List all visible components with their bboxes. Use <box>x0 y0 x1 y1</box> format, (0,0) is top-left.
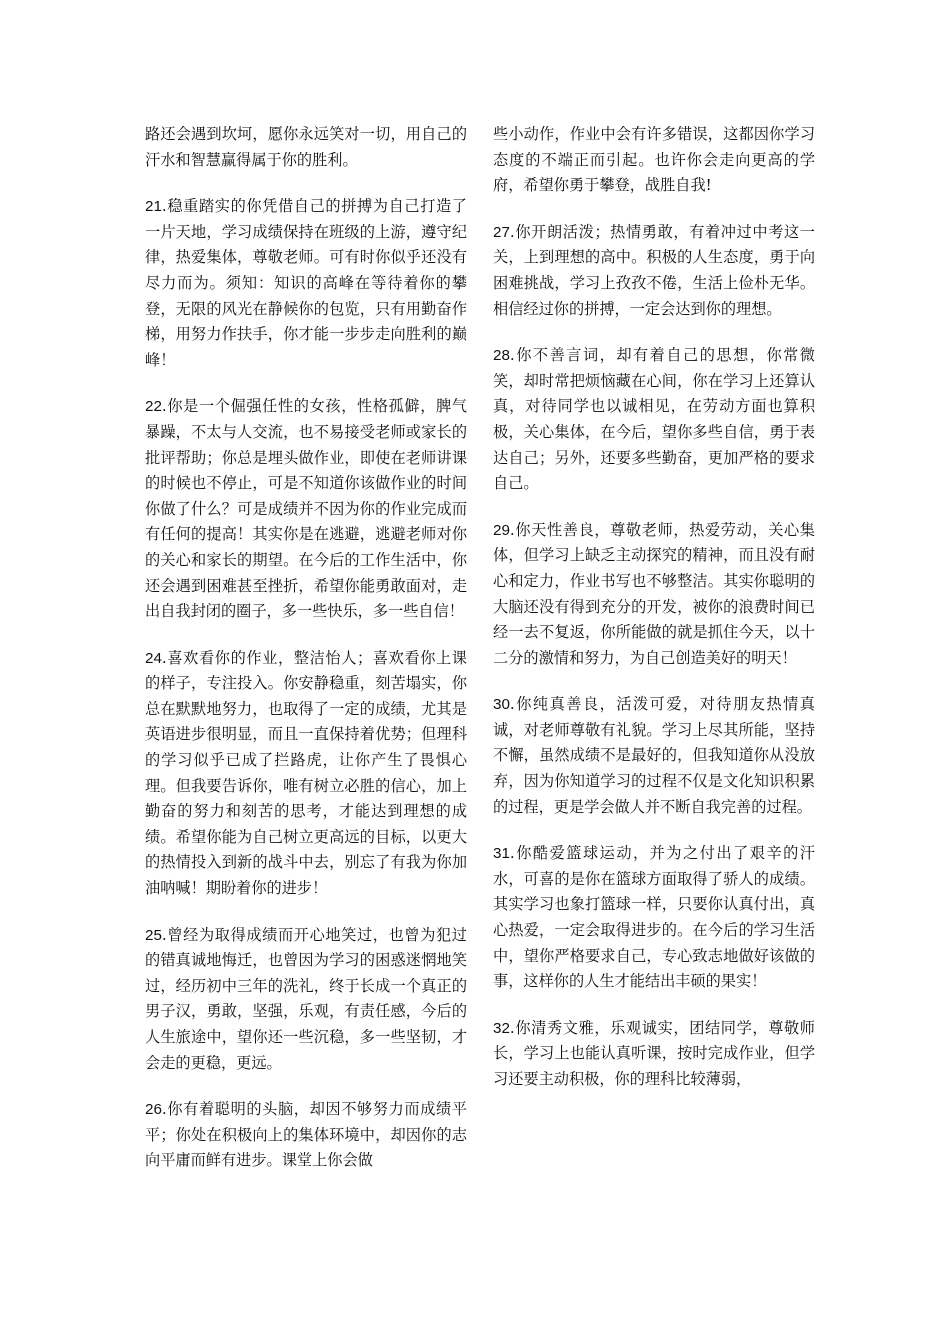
paragraph-text: .你有着聪明的头脑，却因不够努力而成绩平平；你处在积极向上的集体环境中，却因你的志向平庸而鲜有进步。课堂上你会做 <box>145 1100 467 1170</box>
left-column <box>145 122 467 1195</box>
paragraph-text: .你清秀文雅，乐观诚实，团结同学，尊敬师长，学习上也能认真听课，按时完成作业，但学习还要主动积极，你的理科比较薄弱， <box>493 1018 815 1088</box>
paragraph-text: .喜欢看你的作业，整洁怡人；喜欢看你上课的样子，专注投入。你安静稳重，刻苦塌实，你总在默默地努力，也取得了一定的成绩，尤其是英语进步很明显，而且一直保持着优势；但理科的学习似乎已成了拦路虎，让你产生了畏惧心理。但我要告诉你，唯有树立必胜的信心，加上勤奋的努力和刻苦的思考，才能达到理想的成绩。希望你能为自己树立更高远的目标，以更大的热情投入到新的战斗中去，别忘了有我为你加油呐喊！期盼着你的进步！ <box>145 648 467 898</box>
paragraph-25 <box>145 923 467 1077</box>
paragraph-number: 26 <box>145 1101 162 1119</box>
paragraph-24 <box>145 646 467 902</box>
paragraph-text: .你酷爱篮球运动，并为之付出了艰辛的汗水，可喜的是你在篮球方面取得了骄人的成绩。其实学习也象打篮球一样，只要你认真付出，真心热爱，一定会取得进步的。在今后的学习生活中，望你严格要求自己，专心致志地做好该做的事，这样你的人生才能结出丰硕的果实！ <box>493 844 815 991</box>
paragraph-31 <box>493 841 815 995</box>
paragraph-text: .曾经为取得成绩而开心地笑过，也曾为犯过的错真诚地悔迁，也曾因为学习的困惑迷惘地笑过，经历初中三年的洗礼，终于长成一个真正的男子汉，勇敢，坚强，乐观，有责任感，今后的人生旅途中，望你还一些沉稳，多一些坚韧，才会走的更稳，更远。 <box>145 925 467 1072</box>
paragraph-number: 31 <box>493 845 510 863</box>
paragraph-32 <box>493 1016 815 1093</box>
paragraph-28 <box>493 343 815 497</box>
paragraph-30 <box>493 692 815 820</box>
paragraph-27 <box>493 220 815 322</box>
paragraph-text: .你是一个倔强任性的女孩，性格孤僻，脾气暴躁，不太与人交流，也不易接受老师或家长的批评帮助；你总是埋头做作业，即使在老师讲课的时候也不停止，可是不知道你该做作业的时间你做了什么？可是成绩并不因为你的作业完成而有任何的提高！其实你是在逃避，逃避老师对你的关心和家长的期望。在今后的工作生活中，你还会遇到困难甚至挫折，希望你能勇敢面对，走出自我封闭的圈子，多一些快乐，多一些自信！ <box>145 397 467 621</box>
paragraph-number: 28 <box>493 347 510 365</box>
right-column <box>493 122 815 1114</box>
paragraph-text: 路还会遇到坎坷，愿你永远笑对一切，用自己的汗水和智慧赢得属于你的胜利。 <box>145 125 467 169</box>
paragraph-29 <box>493 518 815 672</box>
paragraph-22 <box>145 394 467 624</box>
paragraph-number: 32 <box>493 1019 510 1037</box>
paragraph-21 <box>145 194 467 373</box>
paragraph-number: 21 <box>145 198 162 216</box>
paragraph-continued <box>493 122 815 199</box>
paragraph-text: .稳重踏实的你凭借自己的拼搏为自己打造了一片天地，学习成绩保持在班级的上游，遵守纪律，热爱集体，尊敬老师。可有时你似乎还没有尽力而为。须知：知识的高峰在等待着你的攀登，无限的风光在静候你的包览，只有用勤奋作梯，用努力作扶手，你才能一步步走向胜利的巅峰！ <box>145 197 467 369</box>
paragraph-number: 27 <box>493 223 510 241</box>
paragraph-text: 些小动作，作业中会有许多错误，这都因你学习态度的不端正而引起。也许你会走向更高的学府，希望你勇于攀登，战胜自我! <box>493 125 815 195</box>
paragraph-number: 30 <box>493 696 510 714</box>
paragraph-continued <box>145 122 467 173</box>
paragraph-number: 24 <box>145 649 162 667</box>
paragraph-text: .你开朗活泼；热情勇敢，有着冲过中考这一关，上到理想的高中。积极的人生态度，勇于向困难挑战，学习上孜孜不倦，生活上俭朴无华。相信经过你的拼搏，一定会达到你的理想。 <box>493 222 815 318</box>
paragraph-text: .你纯真善良，活泼可爱，对待朋友热情真诚，对老师尊敬有礼貌。学习上尽其所能，坚持不懈，虽然成绩不是最好的，但我知道你从没放弃，因为你知道学习的过程不仅是文化知识积累的过程，更是学会做人并不断自我完善的过程。 <box>493 695 815 816</box>
paragraph-number: 29 <box>493 521 510 539</box>
paragraph-text: .你不善言词，却有着自己的思想，你常微笑，却时常把烦恼藏在心间，你在学习上还算认真，对待同学也以诚相见，在劳动方面也算积极，关心集体，在今后，望你多些自信，勇于表达自己；另外，还要多些勤奋，更加严格的要求自己。 <box>493 346 815 493</box>
paragraph-number: 22 <box>145 398 162 416</box>
paragraph-26 <box>145 1097 467 1174</box>
paragraph-number: 25 <box>145 926 162 944</box>
paragraph-text: .你天性善良，尊敬老师，热爱劳动，关心集体，但学习上缺乏主动探究的精神，而且没有耐心和定力，作业书写也不够整洁。其实你聪明的大脑还没有得到充分的开发，被你的浪费时间已经一去不复返，你所能做的就是抓住今天，以十二分的激情和努力，为自己创造美好的明天！ <box>493 520 815 667</box>
